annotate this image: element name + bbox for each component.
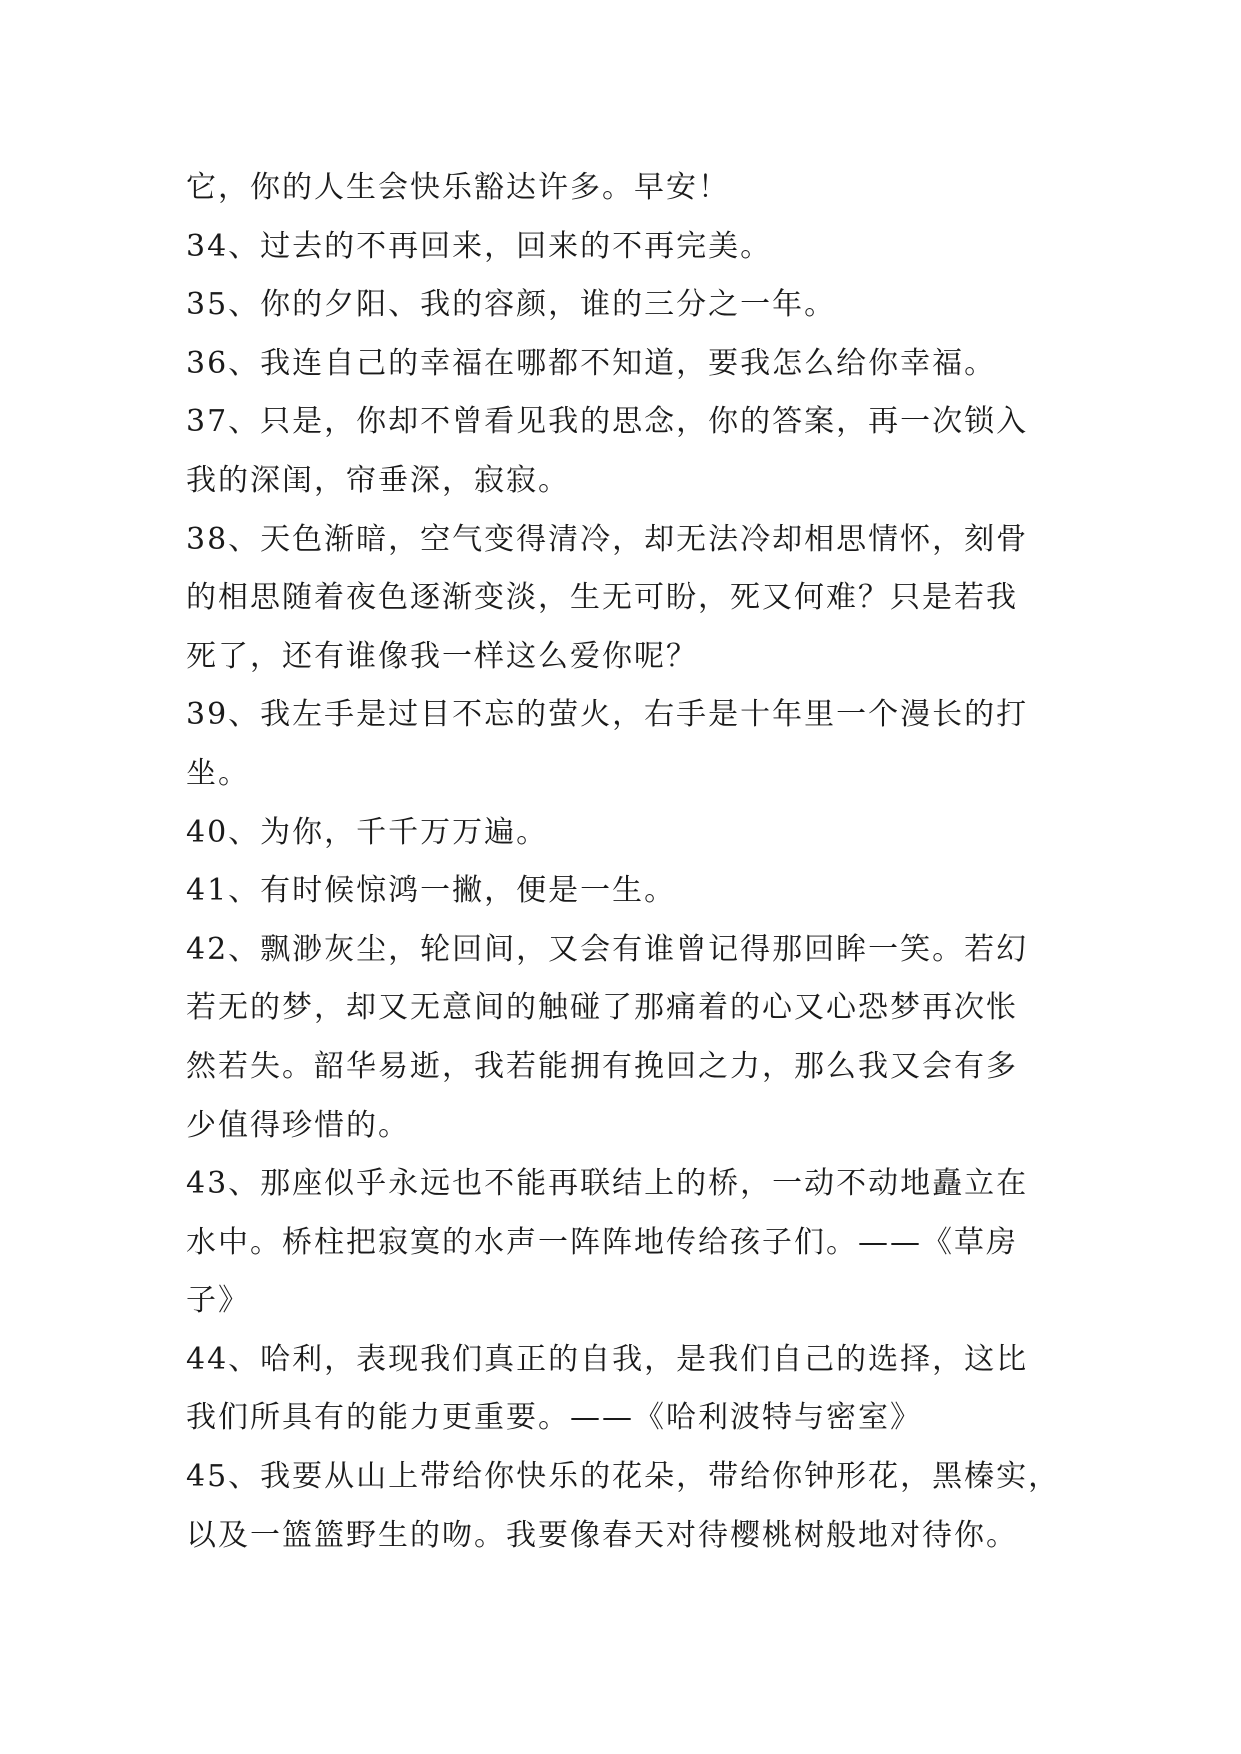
text-line: 它，你的人生会快乐豁达许多。早安！ [186, 170, 730, 205]
text-line: 坐。 [186, 755, 250, 791]
document-body [186, 159, 1086, 1565]
text-line: 死了，还有谁像我一样这么爱你呢？ [186, 638, 698, 674]
text-line: 45、我要从山上带给你快乐的花朵，带给你钟形花，黑榛实， [186, 1459, 1061, 1495]
text-line: 子》 [186, 1283, 250, 1319]
text-line: 44、哈利，表现我们真正的自我，是我们自己的选择，这比 [186, 1341, 1029, 1377]
text-line: 42、飘渺灰尘，轮回间，又会有谁曾记得那回眸一笑。若幻 [186, 931, 1029, 967]
text-line: 41、有时候惊鸿一撇，便是一生。 [186, 873, 677, 909]
text-line: 39、我左手是过目不忘的萤火，右手是十年里一个漫长的打 [186, 697, 1029, 733]
text-line: 37、只是，你却不曾看见我的思念，你的答案，再一次锁入 [186, 404, 1029, 440]
text-line: 43、那座似乎永远也不能再联结上的桥，一动不动地矗立在 [186, 1166, 1029, 1202]
text-line: 36、我连自己的幸福在哪都不知道，要我怎么给你幸福。 [186, 345, 997, 381]
text-line: 然若失。韶华易逝，我若能拥有挽回之力，那么我又会有多 [186, 1048, 1018, 1084]
text-line: 的相思随着夜色逐渐变淡，生无可盼，死又何难？只是若我 [186, 580, 1018, 616]
text-line: 40、为你，千千万万遍。 [186, 814, 549, 850]
text-line: 35、你的夕阳、我的容颜，谁的三分之一年。 [186, 287, 837, 323]
text-line: 若无的梦，却又无意间的触碰了那痛着的心又心恐梦再次怅 [186, 990, 1018, 1026]
text-line: 水中。桥柱把寂寞的水声一阵阵地传给孩子们。——《草房 [186, 1224, 1018, 1260]
text-line: 少值得珍惜的。 [186, 1107, 410, 1143]
text-line: 以及一篮篮野生的吻。我要像春天对待樱桃树般地对待你。 [186, 1517, 1018, 1553]
text-line: 34、过去的不再回来，回来的不再完美。 [186, 228, 773, 264]
text-line: 我的深闺，帘垂深，寂寂。 [186, 462, 570, 498]
text-line: 我们所具有的能力更重要。——《哈利波特与密室》 [186, 1400, 922, 1436]
text-line: 38、天色渐暗，空气变得清冷，却无法冷却相思情怀，刻骨 [186, 521, 1029, 557]
